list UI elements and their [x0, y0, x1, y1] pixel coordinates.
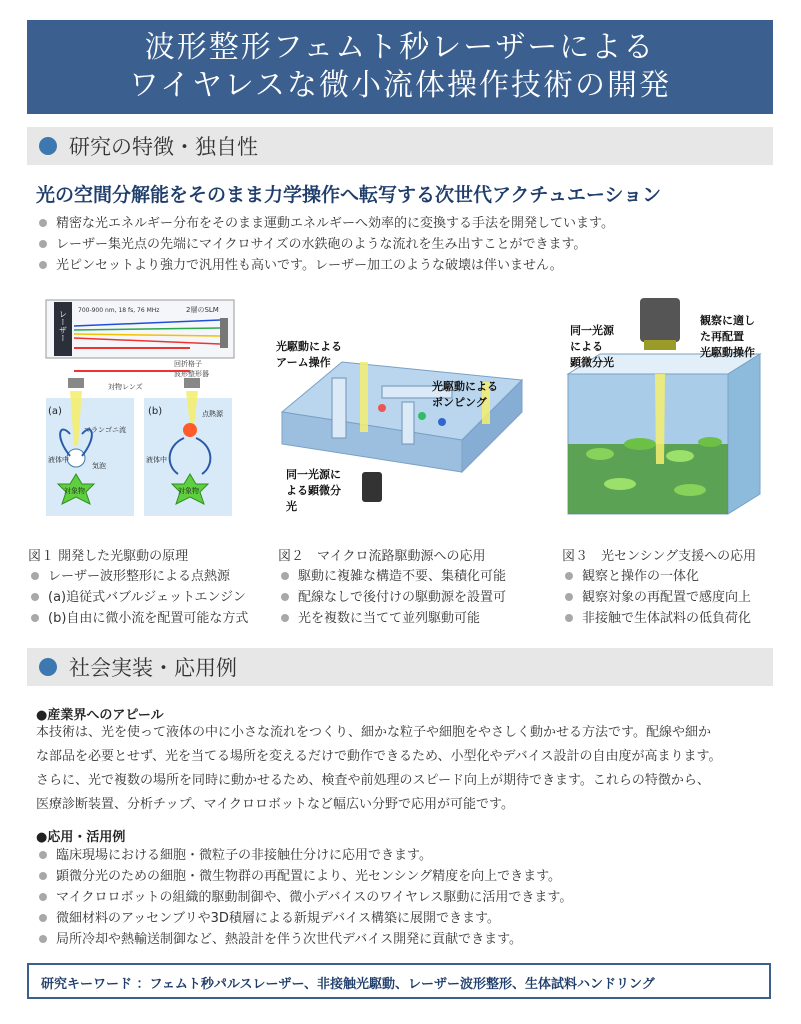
spectro-label-line3: 顕微分光	[570, 356, 614, 369]
liquid-label-b: 液体中	[146, 456, 167, 464]
feature-headline: 光の空間分解能をそのまま力学操作へ転写する次世代アクチュエーション	[36, 184, 662, 206]
title-banner	[27, 20, 773, 114]
section-bar-applications	[27, 648, 773, 686]
appeal-paragraph	[36, 721, 776, 817]
relocate-label-line1: 観察に適し	[700, 314, 755, 327]
appeal-line: さらに、光で複数の場所を同時に動かせるため、検査や前処理のスピード向上が期待できます。これらの特徴から、	[36, 773, 710, 788]
arm-label-line2: アーム操作	[276, 356, 331, 369]
feature-bullet-list	[36, 213, 614, 276]
list-item: 光を複数に当てて並列駆動可能	[278, 608, 506, 629]
list-item: 精密な光エネルギー分布をそのまま運動エネルギーへ効率的に変換する手法を開発しています。	[36, 213, 614, 234]
list-item: 配線なしで後付けの駆動源を設置可	[278, 587, 506, 608]
figure-1-bullets	[28, 566, 248, 629]
laser-label: レーザー	[58, 310, 68, 342]
applications-bullet-list	[36, 845, 572, 950]
title-line-1: 波形整形フェムト秒レーザーによる	[144, 30, 656, 65]
section-heading: 社会実装・応用例	[69, 656, 237, 680]
target-label-b: 対象物	[178, 487, 199, 495]
list-item: 顕微分光のための細胞・微生物群の再配置により、光センシング精度を向上できます。	[36, 866, 572, 887]
bubble-label: 気泡	[92, 462, 106, 470]
section-heading: 研究の特徴・独自性	[69, 135, 258, 159]
spectro-label-line1: 同一光源	[570, 324, 614, 337]
figure-2-caption: 図２ マイクロ流路駆動源への応用	[278, 549, 486, 564]
heat-source-label: 点熱源	[202, 410, 223, 418]
relocate-label-line3: 光駆動操作	[700, 346, 755, 359]
list-item: 局所冷却や熱輸送制御など、熱設計を伴う次世代デバイス開発に貢献できます。	[36, 929, 572, 950]
liquid-label-a: 液体中	[48, 456, 69, 464]
list-item: 観察と操作の一体化	[562, 566, 751, 587]
appeal-heading: ●産業界へのアピール	[36, 708, 164, 723]
appeal-line: 医療診断装置、分析チップ、マイクロロボットなど幅広い分野で応用が可能です。	[36, 797, 515, 812]
figure-1-caption: 図１ 開発した光駆動の原理	[28, 549, 189, 564]
figure-1-diagram	[40, 296, 238, 518]
arm-label-line1: 光駆動による	[276, 340, 342, 353]
microscope-label-line3: 光	[286, 500, 297, 513]
microscope-label-line2: よる顕微分	[286, 484, 341, 497]
list-item: レーザー波形整形による点熱源	[28, 566, 248, 587]
title-line-2: ワイヤレスな微小流体操作技術の開発	[129, 68, 671, 103]
microscope-label-line1: 同一光源に	[286, 468, 341, 481]
objective-label: 対物レンズ	[108, 383, 143, 391]
figure-2-bullets	[278, 566, 506, 629]
laser-spec-label: 700-900 nm, 18 fs, 76 MHz	[78, 307, 160, 314]
applications-heading: ●応用・活用例	[36, 830, 126, 845]
list-item: 非接触で生体試料の低負荷化	[562, 608, 751, 629]
pump-label-line1: 光駆動による	[432, 380, 498, 393]
list-item: (a)追従式バブルジェットエンジン	[28, 587, 248, 608]
figure-3-caption: 図３ 光センシング支援への応用	[562, 549, 757, 564]
grating-label: 回折格子	[174, 360, 202, 368]
list-item: 臨床現場における細胞・微粒子の非接触仕分けに応用できます。	[36, 845, 572, 866]
list-item: 微細材料のアッセンブリや3D積層による新規デバイス構築に展開できます。	[36, 908, 572, 929]
pump-label-line2: ポンピング	[432, 396, 487, 409]
figure-3-bullets	[562, 566, 751, 629]
section-bullet-icon	[39, 658, 57, 676]
target-label-a: 対象物	[64, 487, 85, 495]
appeal-line: な部品を必要とせず、光を当てる場所を変えるだけで動作できるため、小型化やデバイス設計の自由度が高まります。	[36, 749, 722, 764]
panel-b-label: (b)	[148, 406, 163, 417]
marangoni-label: マランゴニ流	[84, 426, 126, 434]
list-item: 光ピンセットより強力で汎用性も高いです。レーザー加工のような破壊は伴いません。	[36, 255, 614, 276]
list-item: レーザー集光点の先端にマイクロサイズの水鉄砲のような流れを生み出すことができます。	[36, 234, 614, 255]
shaper-label: 波形整形器	[174, 370, 209, 378]
list-item: マイクロロボットの組織的駆動制御や、微小デバイスのワイヤレス駆動に活用できます。	[36, 887, 572, 908]
figure-3-diagram	[560, 294, 768, 518]
research-keywords: 研究キーワード ：フェムト秒パルスレーザー、非接触光駆動、レーザー波形整形、生体試料ハンドリング	[41, 977, 655, 992]
list-item: 観察対象の再配置で感度向上	[562, 587, 751, 608]
slm-label: 2層のSLM	[186, 306, 219, 314]
list-item: (b)自由に微小流を配置可能な方式	[28, 608, 248, 629]
section-bullet-icon	[39, 137, 57, 155]
section-bar-features	[27, 127, 773, 165]
relocate-label-line2: た再配置	[700, 330, 744, 343]
spectro-label-line2: による	[570, 340, 603, 353]
figure-2-diagram	[272, 312, 530, 518]
keyword-box	[27, 963, 771, 999]
appeal-line: 本技術は、光を使って液体の中に小さな流れをつくり、細かな粒子や細胞をやさしく動かせる方法です。配線や細か	[36, 725, 711, 740]
list-item: 駆動に複雑な構造不要、集積化可能	[278, 566, 506, 587]
panel-a-label: (a)	[48, 406, 62, 417]
